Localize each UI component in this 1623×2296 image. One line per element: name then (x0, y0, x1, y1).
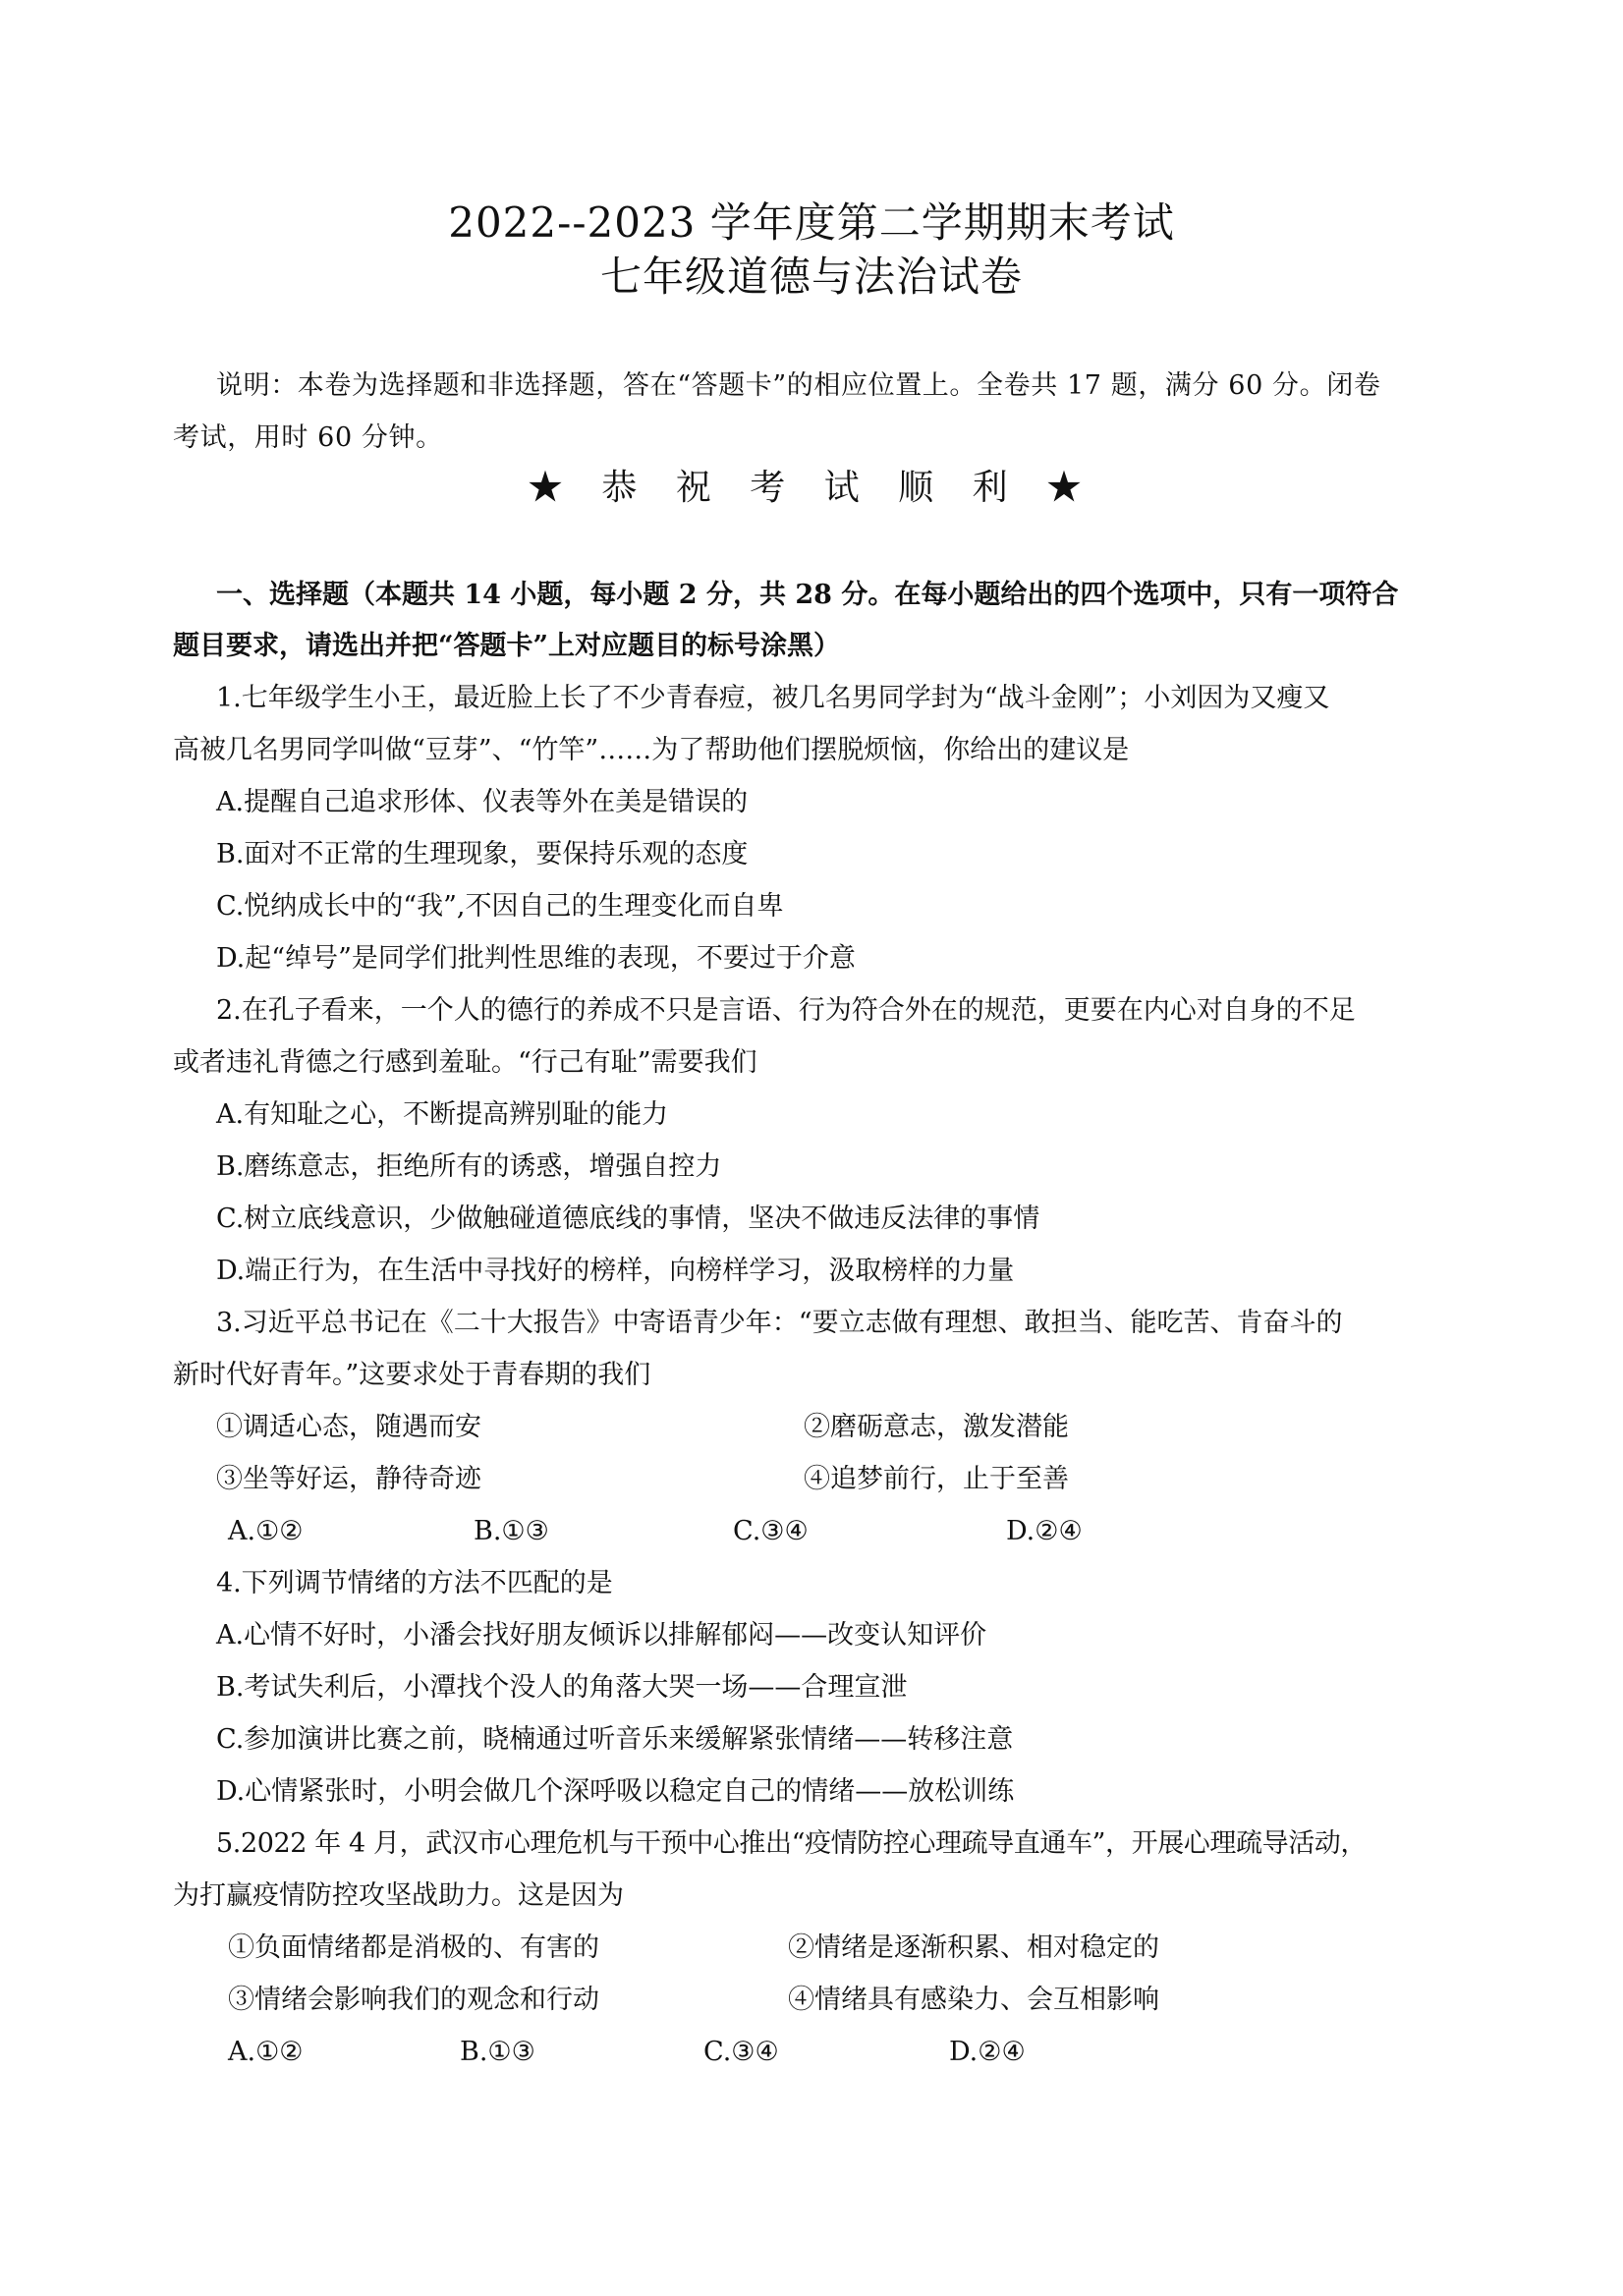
question-2-option-c: C.树立底线意识，少做触碰道德底线的事情，坚决不做违反法律的事情 (216, 1204, 1040, 1234)
question-3-option-a: A.①② (228, 1516, 304, 1546)
question-3-stem-line-1: 3.习近平总书记在《二十大报告》中寄语青少年：“要立志做有理想、敢担当、能吃苦、肯奋斗的 (216, 1308, 1343, 1338)
question-5-stem-line-2: 为打赢疫情防控攻坚战助力。这是因为 (173, 1880, 624, 1911)
question-3-statement-1: ①调适心态，随遇而安 (216, 1412, 481, 1442)
section-heading-line-2: 题目要求，请选出并把“答题卡”上对应题目的标号涂黑） (173, 631, 841, 661)
question-3-option-d: D.②④ (1006, 1516, 1083, 1546)
good-luck-motto: ★ 恭 祝 考 试 顺 利 ★ (527, 468, 1096, 508)
question-4-option-c: C.参加演讲比赛之前，晓楠通过听音乐来缓解紧张情绪——转移注意 (216, 1724, 1014, 1755)
question-1-option-c: C.悦纳成长中的“我”,不因自己的生理变化而自卑 (216, 891, 784, 922)
question-5-statement-4: ④情绪具有感染力、会互相影响 (788, 1985, 1159, 2015)
section-heading-line-1: 一、选择题（本题共 14 小题，每小题 2 分，共 28 分。在每小题给出的四个选项中，只有一项符合 (216, 580, 1399, 610)
exam-title: 2022--2023 学年度第二学期期末考试 (448, 198, 1175, 247)
question-4-option-d: D.心情紧张时，小明会做几个深呼吸以稳定自己的情绪——放松训练 (216, 1776, 1015, 1807)
question-3-stem-line-2: 新时代好青年。”这要求处于青春期的我们 (173, 1360, 651, 1390)
question-5-statement-1: ①负面情绪都是消极的、有害的 (228, 1932, 599, 1963)
question-5-option-c: C.③④ (703, 2037, 779, 2067)
instructions-line-2: 考试，用时 60 分钟。 (173, 422, 443, 453)
question-5-option-a: A.①② (228, 2037, 304, 2067)
question-1-stem-line-1: 1.七年级学生小王，最近脸上长了不少青春痘，被几名男同学封为“战斗金刚”；小刘因为又瘦又 (216, 683, 1330, 713)
question-5-statement-2: ②情绪是逐渐积累、相对稳定的 (788, 1932, 1159, 1963)
question-2-stem-line-1: 2.在孔子看来，一个人的德行的养成不只是言语、行为符合外在的规范，更要在内心对自身的不足 (216, 995, 1356, 1026)
question-1-option-a: A.提醒自己追求形体、仪表等外在美是错误的 (216, 787, 749, 817)
question-5-option-d: D.②④ (949, 2037, 1026, 2067)
question-1-option-b: B.面对不正常的生理现象，要保持乐观的态度 (216, 839, 749, 869)
question-5-stem-line-1: 5.2022 年 4 月，武汉市心理危机与干预中心推出“疫情防控心理疏导直通车”，开展心理疏导活动， (216, 1828, 1368, 1859)
question-2-stem-line-2: 或者违礼背德之行感到羞耻。“行己有耻”需要我们 (173, 1047, 757, 1078)
question-4-option-a: A.心情不好时，小潘会找好朋友倾诉以排解郁闷——改变认知评价 (216, 1620, 987, 1651)
question-2-option-d: D.端正行为，在生活中寻找好的榜样，向榜样学习，汲取榜样的力量 (216, 1256, 1015, 1286)
question-3-option-c: C.③④ (733, 1516, 809, 1546)
question-5-statement-3: ③情绪会影响我们的观念和行动 (228, 1985, 599, 2015)
question-2-option-a: A.有知耻之心，不断提高辨别耻的能力 (216, 1099, 669, 1130)
question-4-stem: 4.下列调节情绪的方法不匹配的是 (216, 1568, 613, 1598)
exam-subtitle: 七年级道德与法治试卷 (599, 252, 1023, 301)
question-4-option-b: B.考试失利后，小潭找个没人的角落大哭一场——合理宣泄 (216, 1672, 908, 1703)
question-3-statement-4: ④追梦前行，止于至善 (804, 1464, 1069, 1494)
question-1-option-d: D.起“绰号”是同学们批判性思维的表现，不要过于介意 (216, 943, 856, 974)
question-3-statement-2: ②磨砺意志，激发潜能 (804, 1412, 1069, 1442)
question-5-option-b: B.①③ (460, 2037, 535, 2067)
question-2-option-b: B.磨练意志，拒绝所有的诱惑，增强自控力 (216, 1151, 722, 1182)
question-3-option-b: B.①③ (474, 1516, 549, 1546)
question-3-statement-3: ③坐等好运，静待奇迹 (216, 1464, 481, 1494)
question-1-stem-line-2: 高被几名男同学叫做“豆芽”、“竹竿”……为了帮助他们摆脱烦恼，你给出的建议是 (173, 735, 1130, 765)
instructions-line-1: 说明：本卷为选择题和非选择题，答在“答题卡”的相应位置上。全卷共 17 题，满分 60 分。闭卷 (216, 370, 1381, 401)
